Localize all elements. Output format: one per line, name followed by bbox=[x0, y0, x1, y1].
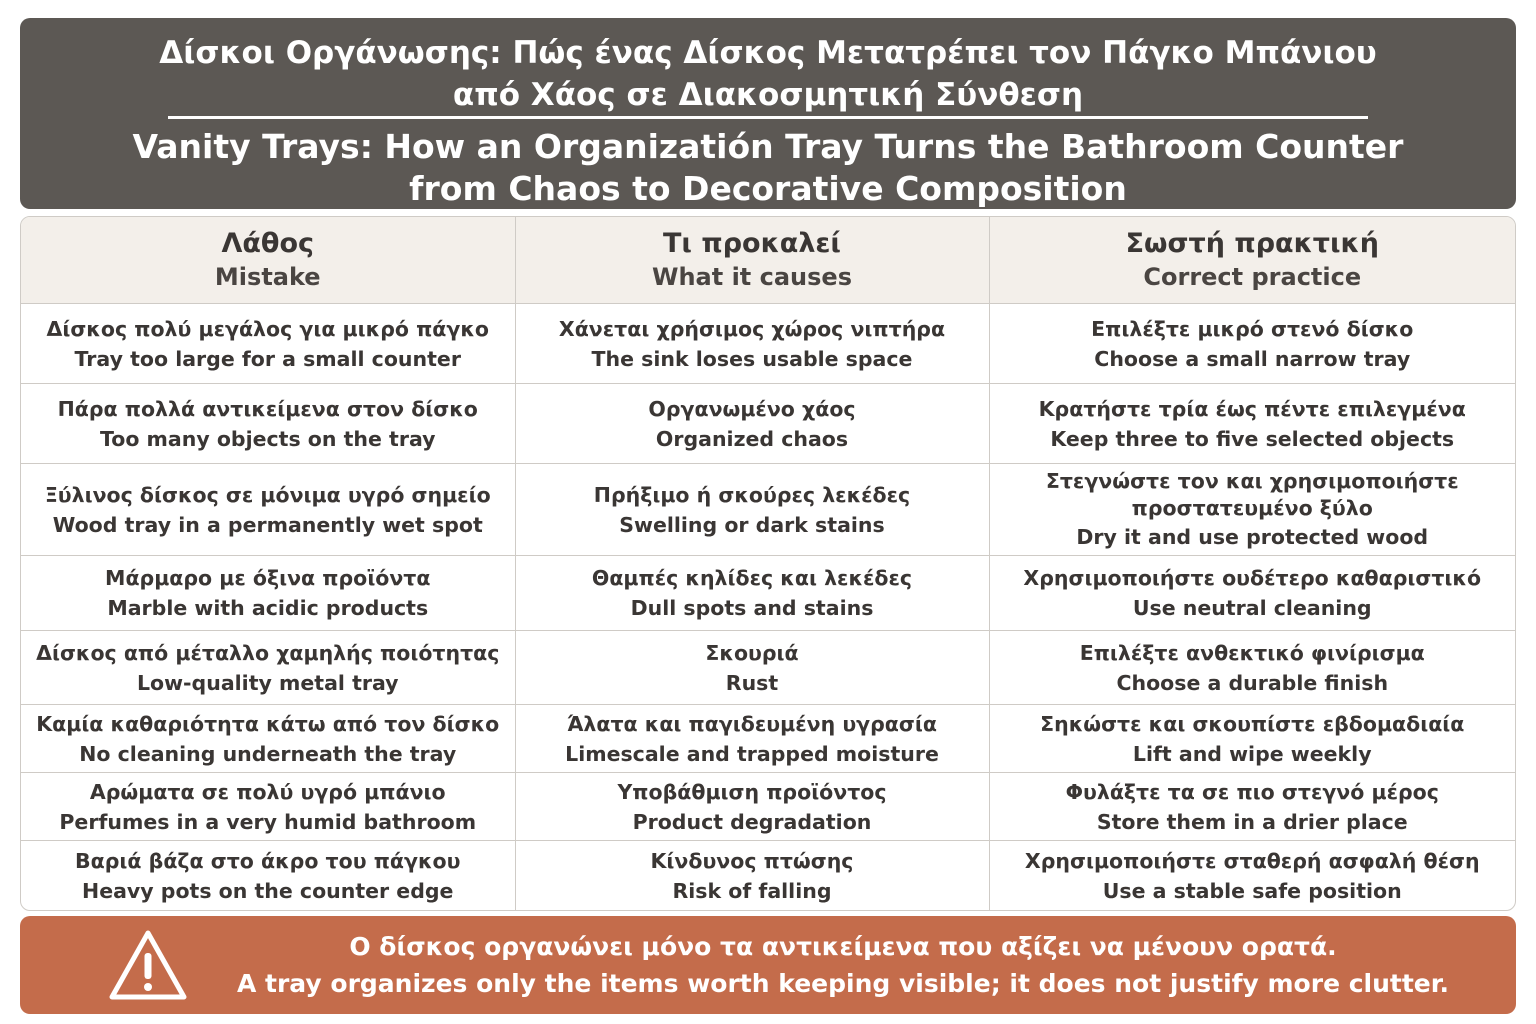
cell-greek: Ξύλινος δίσκος σε μόνιμα υγρό σημείο bbox=[44, 482, 491, 507]
cell-greek: Φυλάξτε τα σε πιο στεγνό μέρος bbox=[1065, 779, 1439, 804]
cell-mistake bbox=[21, 705, 515, 773]
column-header-cause bbox=[515, 217, 989, 304]
cell-greek: Χρησιμοποιήστε ουδέτερο καθαριστικό bbox=[1023, 566, 1482, 590]
cell-practice bbox=[989, 631, 1515, 705]
cell-mistake bbox=[21, 556, 515, 631]
column-header-greek: Σωστή πρακτική bbox=[1125, 228, 1379, 259]
cell-english: Risk of falling bbox=[672, 878, 832, 903]
table-row bbox=[21, 841, 1515, 911]
cell-cause bbox=[515, 384, 989, 464]
title-greek-line2: από Χάος σε Διακοσμητική Σύνθεση bbox=[452, 77, 1084, 113]
cell-greek: Δίσκος από μέταλλο χαμηλής ποιότητας bbox=[36, 640, 500, 665]
title-greek bbox=[20, 32, 1516, 116]
cell-greek: Πάρα πολλά αντικείμενα στον δίσκο bbox=[57, 396, 478, 421]
cell-practice bbox=[989, 556, 1515, 631]
title-banner bbox=[20, 18, 1516, 209]
table-row bbox=[21, 705, 1515, 773]
table-row bbox=[21, 464, 1515, 556]
cell-cause bbox=[515, 841, 989, 911]
cell-english: Use neutral cleaning bbox=[1132, 596, 1372, 620]
mistakes-table bbox=[20, 216, 1516, 911]
cell-cause bbox=[515, 464, 989, 556]
cell-english: Dull spots and stains bbox=[630, 596, 874, 620]
cell-greek: Κίνδυνος πτώσης bbox=[650, 848, 854, 873]
warning-banner bbox=[20, 916, 1516, 1014]
cell-cause bbox=[515, 556, 989, 631]
cell-mistake bbox=[21, 464, 515, 556]
cell-greek: Μάρμαρο με όξινα προϊόντα bbox=[105, 566, 431, 590]
cell-english: Perfumes in a very humid bathroom bbox=[59, 809, 477, 834]
table-row bbox=[21, 773, 1515, 841]
cell-english: Use a stable safe position bbox=[1102, 878, 1402, 903]
cell-english: Dry it and use protected wood bbox=[1076, 524, 1429, 549]
cell-greek: Θαμπές κηλίδες και λεκέδες bbox=[591, 566, 913, 590]
cell-greek: Χρησιμοποιήστε σταθερή ασφαλή θέση bbox=[1024, 848, 1480, 873]
table-row bbox=[21, 304, 1515, 384]
cell-greek-line2: προστατευμένο ξύλο bbox=[1131, 495, 1373, 520]
cell-practice bbox=[989, 773, 1515, 841]
cell-greek: Επιλέξτε ανθεκτικό φινίρισμα bbox=[1079, 640, 1425, 665]
cell-english: Low-quality metal tray bbox=[136, 670, 399, 695]
column-header-english: What it causes bbox=[652, 263, 852, 291]
cell-english: Heavy pots on the counter edge bbox=[82, 878, 454, 903]
table-header-row bbox=[21, 217, 1515, 304]
cell-greek: Οργανωμένο χάος bbox=[648, 396, 856, 421]
title-greek-line1: Δίσκοι Οργάνωσης: Πώς ένας Δίσκος Μετατρέπει τον Πάγκο Μπάνιου bbox=[159, 35, 1377, 71]
cell-greek: Καμία καθαριότητα κάτω από τον δίσκο bbox=[36, 711, 500, 736]
warning-text-greek: Ο δίσκος οργανώνει μόνο τα αντικείμενα που αξίζει να μένουν ορατά. bbox=[349, 932, 1337, 961]
cell-mistake bbox=[21, 631, 515, 705]
table-row bbox=[21, 384, 1515, 464]
cell-practice bbox=[989, 464, 1515, 556]
cell-english: Rust bbox=[725, 670, 779, 695]
cell-english: Limescale and trapped moisture bbox=[565, 741, 939, 766]
cell-english: Swelling or dark stains bbox=[619, 512, 885, 537]
cell-english: No cleaning underneath the tray bbox=[79, 741, 457, 766]
title-english-line2: from Chaos to Decorative Composition bbox=[409, 169, 1127, 208]
cell-greek: Χάνεται χρήσιμος χώρος νιπτήρα bbox=[558, 316, 946, 341]
column-header-practice bbox=[989, 217, 1515, 304]
cell-greek: Σηκώστε και σκουπίστε εβδομαδιαία bbox=[1040, 711, 1465, 736]
cell-greek: Δίσκος πολύ μεγάλος για μικρό πάγκο bbox=[46, 316, 489, 341]
column-header-english: Mistake bbox=[214, 263, 321, 291]
cell-cause bbox=[515, 631, 989, 705]
cell-english: Organized chaos bbox=[655, 426, 849, 451]
cell-mistake bbox=[21, 773, 515, 841]
cell-mistake bbox=[21, 304, 515, 384]
title-divider bbox=[168, 116, 1368, 119]
cell-english: Wood tray in a permanently wet spot bbox=[52, 512, 483, 537]
column-header-mistake bbox=[21, 217, 515, 304]
warning-text bbox=[190, 928, 1496, 1002]
cell-english: Tray too large for a small counter bbox=[74, 346, 461, 371]
cell-greek: Κρατήστε τρία έως πέντε επιλεγμένα bbox=[1038, 396, 1466, 421]
cell-english: Choose a durable finish bbox=[1116, 670, 1389, 695]
cell-practice bbox=[989, 304, 1515, 384]
cell-practice bbox=[989, 384, 1515, 464]
cell-english: The sink loses usable space bbox=[591, 346, 913, 371]
table-row bbox=[21, 631, 1515, 705]
cell-greek: Σκουριά bbox=[705, 640, 799, 665]
cell-practice bbox=[989, 705, 1515, 773]
cell-english: Marble with acidic products bbox=[107, 596, 429, 620]
cell-greek: Στεγνώστε τον και χρησιμοποιήστε bbox=[1045, 468, 1459, 493]
cell-cause bbox=[515, 773, 989, 841]
cell-greek: Αρώματα σε πολύ υγρό μπάνιο bbox=[89, 779, 446, 804]
cell-english: Too many objects on the tray bbox=[99, 426, 436, 451]
cell-greek: Άλατα και παγιδευμένη υγρασία bbox=[567, 711, 937, 736]
cell-greek: Πρήξιμο ή σκούρες λεκέδες bbox=[593, 482, 911, 507]
column-header-greek: Λάθος bbox=[221, 228, 315, 259]
cell-greek: Υποβάθμιση προϊόντος bbox=[617, 779, 887, 804]
title-english-line1: Vanity Trays: How an Organizatión Tray Turns the Bathroom Counter bbox=[132, 127, 1404, 166]
warning-triangle-icon bbox=[108, 929, 188, 1001]
cell-mistake bbox=[21, 841, 515, 911]
cell-english: Choose a small narrow tray bbox=[1094, 346, 1411, 371]
cell-greek: Βαριά βάζα στο άκρο του πάγκου bbox=[75, 848, 461, 873]
cell-cause bbox=[515, 705, 989, 773]
cell-english: Store them in a drier place bbox=[1096, 809, 1408, 834]
warning-text-english: A tray organizes only the items worth keeping visible; it does not justify more clutter. bbox=[236, 969, 1450, 998]
cell-greek: Επιλέξτε μικρό στενό δίσκο bbox=[1091, 316, 1414, 341]
title-english bbox=[20, 126, 1516, 210]
cell-cause bbox=[515, 304, 989, 384]
cell-mistake bbox=[21, 384, 515, 464]
column-header-english: Correct practice bbox=[1143, 263, 1362, 291]
column-header-greek: Τι προκαλεί bbox=[663, 228, 841, 259]
cell-english: Lift and wipe weekly bbox=[1132, 741, 1372, 766]
cell-english: Product degradation bbox=[632, 809, 872, 834]
cell-practice bbox=[989, 841, 1515, 911]
cell-english: Keep three to five selected objects bbox=[1050, 426, 1455, 451]
table-row bbox=[21, 556, 1515, 631]
